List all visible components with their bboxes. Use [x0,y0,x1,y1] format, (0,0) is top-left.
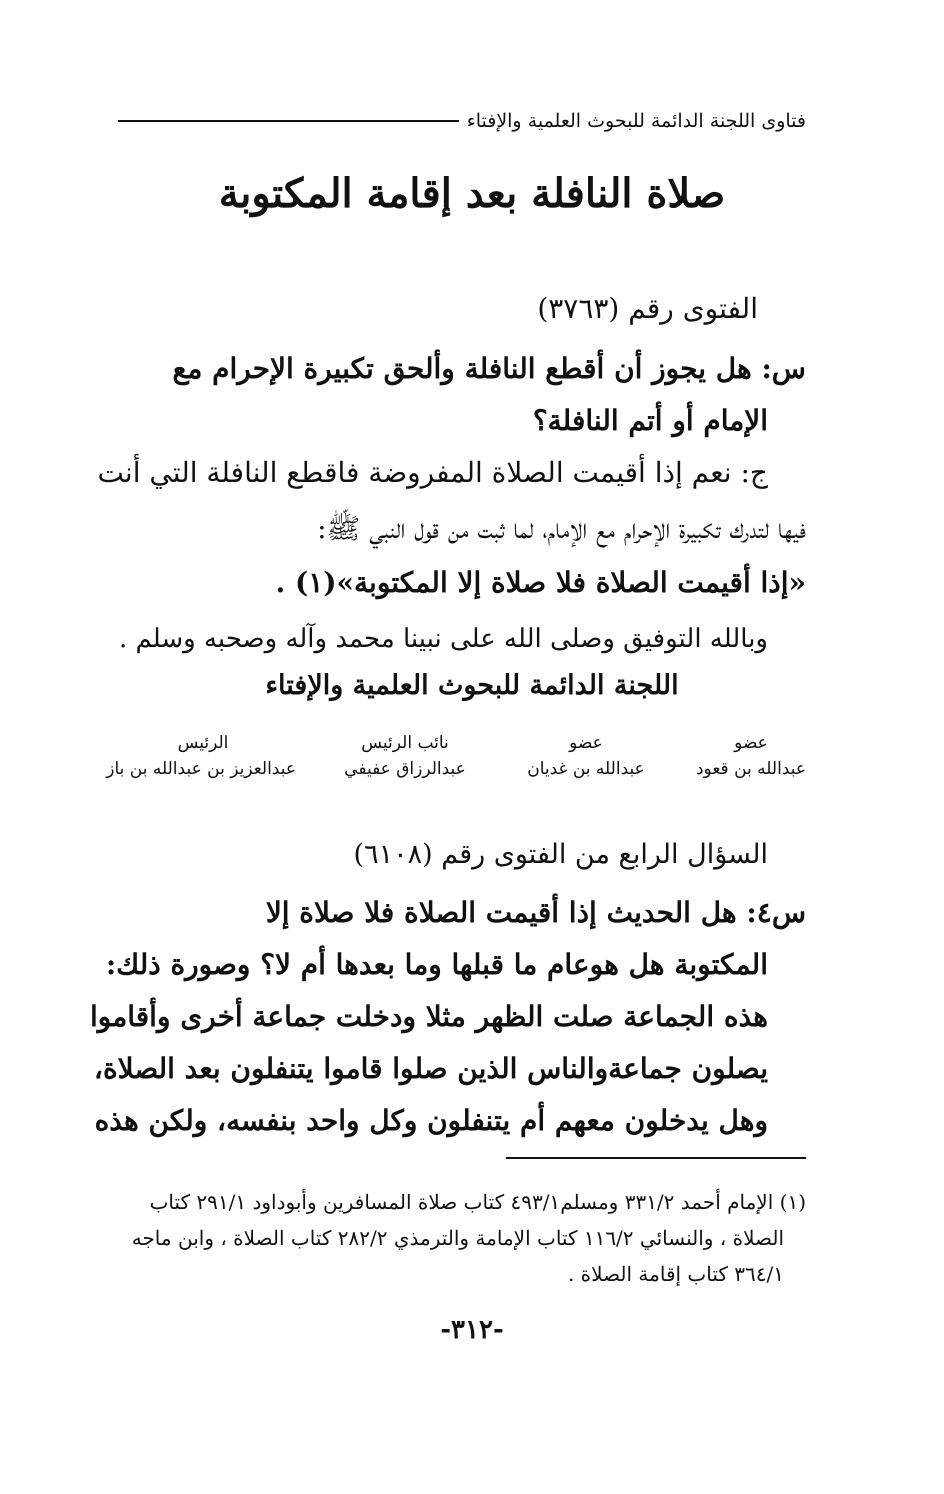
signatory-role: الرئيس [177,733,229,753]
question-line: س: هل يجوز أن أقطع النافلة وألحق تكبيرة الإحرام مع [172,352,806,385]
footnote-line: (١) الإمام أحمد ٣٣١/٢ ومسلم٤٩٣/١ كتاب صلاة المسافرين وأبوداود ٢٩١/١ كتاب [149,1190,806,1214]
running-header [118,104,806,138]
signatory-role: عضو [569,733,603,753]
page-title: صلاة النافلة بعد إقامة المكتوبة [218,170,726,217]
committee-name: اللجنة الدائمة للبحوث العلمية والإفتاء [265,670,679,701]
signatory [516,730,656,782]
running-header-text: فتاوى اللجنة الدائمة للبحوث العلمية والإفتاء [466,110,806,132]
signatory [330,730,480,782]
signatory [106,730,296,782]
signatory-name: عبدالعزيز بن عبدالله بن باز [106,759,296,779]
signatory [696,730,806,782]
signatory-role: نائب الرئيس [361,733,449,753]
section-heading: السؤال الرابع من الفتوى رقم (٦١٠٨) [353,839,768,870]
question-line: الإمام أو أتم النافلة؟ [532,404,768,437]
question-line: المكتوبة هل هوعام ما قبلها وما بعدها أم لا؟ وصورة ذلك: [105,948,768,981]
answer-line: ج: نعم إذا أقيمت الصلاة المفروضة فاقطع النافلة التي أنت [97,456,768,489]
closing-formula: وبالله التوفيق وصلى الله على نبينا محمد وآله وصحبه وسلم . [118,624,768,654]
signatories [106,730,806,790]
footnote-line: الصلاة ، والنسائي ١١٦/٢ كتاب الإمامة والترمذي ٢٨٢/٢ كتاب الصلاة ، وابن ماجه [131,1226,784,1250]
question-line: س٤: هل الحديث إذا أقيمت الصلاة فلا صلاة إلا [265,896,806,929]
fatwa-number: الفتوى رقم (٣٧٦٣) [537,292,758,325]
footnote-rule [506,1157,806,1159]
page-number: -٣١٢- [440,1315,504,1345]
header-rule [118,120,459,122]
signatory-name: عبدالرزاق عفيفي [344,759,466,779]
signatory-role: عضو [734,733,768,753]
question-line: هذه الجماعة صلت الظهر مثلا ودخلت جماعة أخرى وأقاموا [90,1000,768,1033]
signatory-name: عبدالله بن قعود [695,759,806,779]
question-line: يصلون جماعةوالناس الذين صلوا قاموا يتنفلون بعد الصلاة، [93,1052,768,1085]
footnote-line: ٣٦٤/١ كتاب إقامة الصلاة . [567,1262,784,1286]
hadith-quote: «إذا أقيمت الصلاة فلا صلاة إلا المكتوبة»(١) . [275,566,806,599]
signatory-name: عبدالله بن غديان [527,759,645,779]
answer-line: فيها لتدرك تكبيرة الإحرام مع الإمام، لما ثبت من قول النبي ﷺ: [317,512,806,545]
question-line: وهل يدخلون معهم أم يتنفلون وكل واحد بنفسه، ولكن هذه [94,1104,768,1137]
